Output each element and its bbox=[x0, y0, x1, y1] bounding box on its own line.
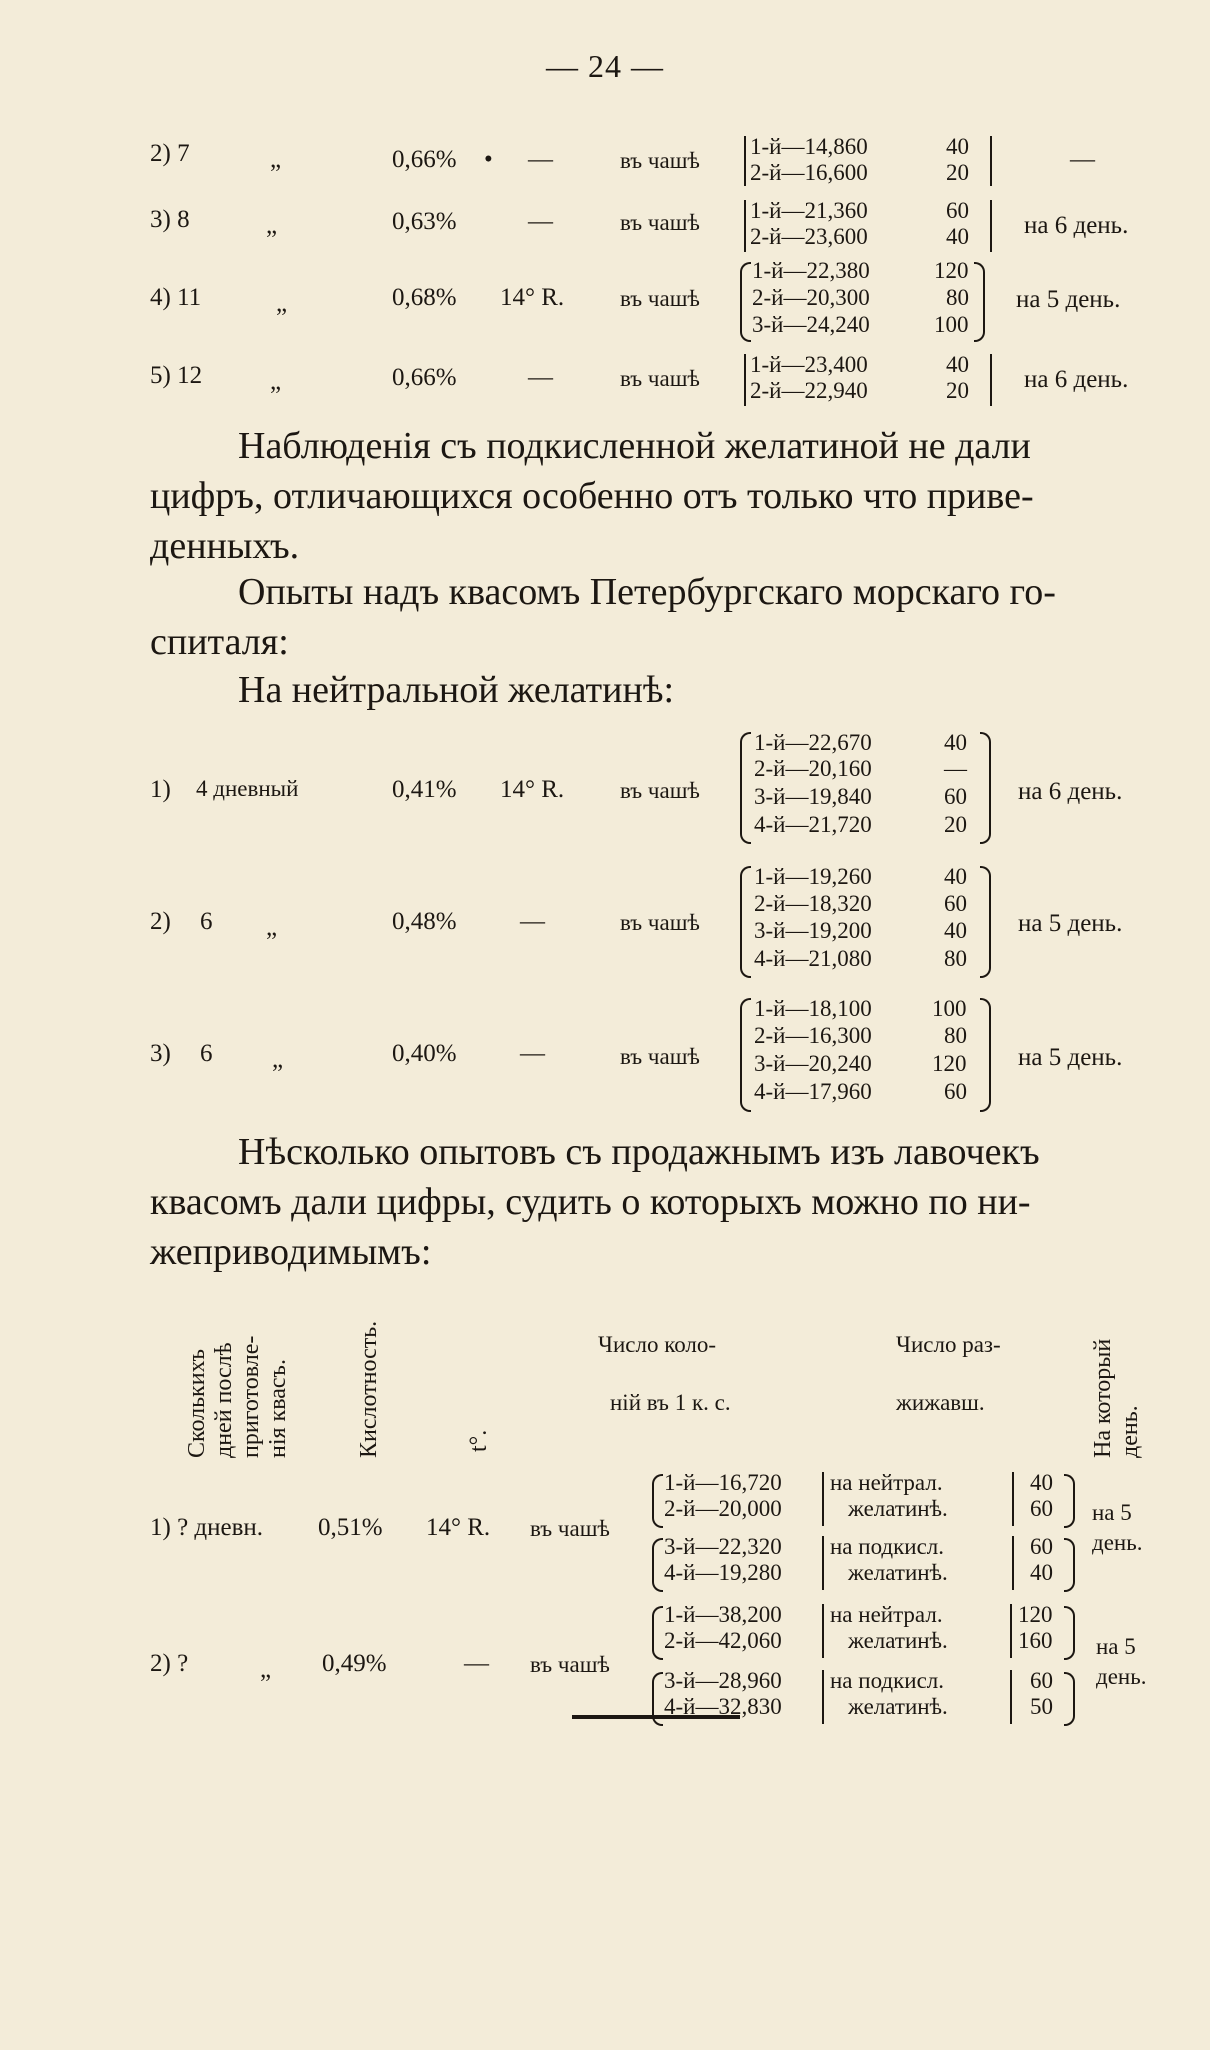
column-header-colonies: ній въ 1 к. с. bbox=[610, 1390, 731, 1415]
result-day: на 5 bbox=[1096, 1634, 1136, 1659]
liquefied-count: 40 bbox=[944, 864, 967, 889]
row-number: 2) ? bbox=[150, 1650, 189, 1677]
cup-label: въ чашѣ bbox=[530, 1652, 610, 1677]
liquefied-count: 40 bbox=[1030, 1470, 1053, 1495]
acidity: 0,49% bbox=[322, 1650, 387, 1677]
temperature: — bbox=[528, 146, 553, 173]
acidity: 0,66% bbox=[392, 146, 457, 173]
liquefied-count: 100 bbox=[934, 312, 969, 337]
ditto-mark: „ bbox=[276, 290, 288, 317]
acidity: 0,63% bbox=[392, 208, 457, 235]
liquefied-count: 120 bbox=[932, 1051, 967, 1076]
paragraph-line: спиталя: bbox=[150, 621, 289, 663]
page-number: — 24 — bbox=[546, 48, 664, 84]
acidity: 0,40% bbox=[392, 1040, 457, 1067]
row-number: 4) 11 bbox=[150, 284, 202, 311]
colony-count: 2-й—20,000 bbox=[664, 1496, 782, 1521]
column-header-liquefied: Число раз- bbox=[896, 1332, 1001, 1357]
cup-label: въ чашѣ bbox=[620, 210, 700, 235]
result-day: на 6 день. bbox=[1024, 212, 1129, 239]
liquefied-count: 40 bbox=[944, 918, 967, 943]
colony-count: 1-й—19,260 bbox=[754, 864, 872, 889]
paragraph-line: денныхъ. bbox=[150, 525, 300, 567]
colony-count: 3-й—24,240 bbox=[752, 312, 870, 337]
liquefied-count: 40 bbox=[1030, 1560, 1053, 1585]
ditto-mark: „ bbox=[272, 1046, 284, 1073]
colony-count: 2-й—16,300 bbox=[754, 1023, 872, 1048]
colony-count: 3-й—28,960 bbox=[664, 1668, 782, 1693]
paragraph-line: цифръ, отличающихся особенно отъ только что приве- bbox=[150, 475, 1034, 517]
colony-count: 2-й—16,600 bbox=[750, 160, 868, 185]
colony-count: 1-й—18,100 bbox=[754, 996, 872, 1021]
column-header-acidity: Кислотность. bbox=[356, 1320, 382, 1458]
gelatin-type: на подкисл. bbox=[830, 1534, 945, 1559]
liquefied-count: 40 bbox=[944, 730, 967, 755]
column-header-liquefied: жижавш. bbox=[896, 1390, 985, 1415]
liquefied-count: 60 bbox=[946, 198, 969, 223]
liquefied-count: 120 bbox=[934, 258, 969, 283]
liquefied-count: 60 bbox=[944, 1079, 967, 1104]
acidity: 0,48% bbox=[392, 908, 457, 935]
liquefied-count: 120 bbox=[1018, 1602, 1053, 1627]
ditto-mark: „ bbox=[260, 1656, 272, 1683]
colony-count: 3-й—20,240 bbox=[754, 1051, 872, 1076]
cup-label: въ чашѣ bbox=[620, 910, 700, 935]
ditto-mark: „ bbox=[270, 368, 282, 395]
result-day: на 6 день. bbox=[1024, 366, 1129, 393]
result-day: день. bbox=[1092, 1530, 1143, 1555]
paragraph-line: Наблюденія съ подкисленной желатиной не дали bbox=[238, 425, 1031, 467]
days: 6 bbox=[200, 1040, 213, 1067]
dot-mark: • bbox=[484, 146, 493, 173]
liquefied-count: 20 bbox=[944, 812, 967, 837]
liquefied-count: 60 bbox=[1030, 1668, 1053, 1693]
paragraph-line: Нѣсколько опытовъ съ продажнымъ изъ лавочекъ bbox=[238, 1131, 1040, 1173]
cup-label: въ чашѣ bbox=[620, 1044, 700, 1069]
result-day: на 5 день. bbox=[1018, 1044, 1123, 1071]
row-number: 1) bbox=[150, 776, 171, 803]
acidity: 0,41% bbox=[392, 776, 457, 803]
row-number: 5) 12 bbox=[150, 362, 203, 389]
temperature: — bbox=[520, 908, 545, 935]
colony-count: 2-й—23,600 bbox=[750, 224, 868, 249]
liquefied-count: 60 bbox=[944, 891, 967, 916]
row-number: 2) 7 bbox=[150, 140, 190, 167]
result-day: день. bbox=[1096, 1664, 1147, 1689]
gelatin-type: на подкисл. bbox=[830, 1668, 945, 1693]
liquefied-count: 20 bbox=[946, 378, 969, 403]
gelatin-type: желатинѣ. bbox=[848, 1628, 948, 1653]
result-day: на 5 bbox=[1092, 1500, 1132, 1525]
colony-count: 4-й—21,720 bbox=[754, 812, 872, 837]
colony-count: 1-й—38,200 bbox=[664, 1602, 782, 1627]
colony-count: 1-й—21,360 bbox=[750, 198, 868, 223]
colony-count: 3-й—19,840 bbox=[754, 784, 872, 809]
end-rule bbox=[572, 1715, 740, 1719]
paragraph-line: Опыты надъ квасомъ Петербургскаго морскаго го- bbox=[238, 571, 1056, 613]
temperature: 14° R. bbox=[500, 776, 565, 803]
liquefied-count: 80 bbox=[944, 1023, 967, 1048]
gelatin-type: желатинѣ. bbox=[848, 1496, 948, 1521]
colony-count: 2-й—22,940 bbox=[750, 378, 868, 403]
column-header-colonies: Число коло- bbox=[598, 1332, 717, 1357]
colony-count: 1-й—16,720 bbox=[664, 1470, 782, 1495]
liquefied-count: 80 bbox=[946, 285, 969, 310]
cup-label: въ чашѣ bbox=[620, 366, 700, 391]
colony-count: 3-й—19,200 bbox=[754, 918, 872, 943]
colony-count: 2-й—20,160 bbox=[754, 756, 872, 781]
result-day: на 5 день. bbox=[1016, 286, 1121, 313]
colony-count: 4-й—21,080 bbox=[754, 946, 872, 971]
gelatin-type: на нейтрал. bbox=[830, 1470, 943, 1495]
acidity: 0,66% bbox=[392, 364, 457, 391]
liquefied-count: 100 bbox=[932, 996, 967, 1021]
gelatin-type: желатинѣ. bbox=[848, 1560, 948, 1585]
colony-count: 3-й—22,320 bbox=[664, 1534, 782, 1559]
result-day: на 6 день. bbox=[1018, 778, 1123, 805]
temperature: — bbox=[528, 364, 553, 391]
temperature: 14° R. bbox=[500, 284, 565, 311]
result-day: на 5 день. bbox=[1018, 910, 1123, 937]
result-day: — bbox=[1070, 146, 1095, 173]
liquefied-count: 60 bbox=[1030, 1534, 1053, 1559]
liquefied-count: 40 bbox=[946, 134, 969, 159]
colony-count: 1-й—22,380 bbox=[752, 258, 870, 283]
liquefied-count: 80 bbox=[944, 946, 967, 971]
liquefied-count: 160 bbox=[1018, 1628, 1053, 1653]
column-header-temperature: t°. bbox=[466, 1429, 492, 1452]
row-number: 2) bbox=[150, 908, 171, 935]
section-heading: На нейтральной желатинѣ: bbox=[238, 669, 675, 711]
gelatin-type: на нейтрал. bbox=[830, 1602, 943, 1627]
paragraph-line: квасомъ дали цифры, судить о которыхъ можно по ни- bbox=[150, 1181, 1031, 1223]
cup-label: въ чашѣ bbox=[620, 286, 700, 311]
liquefied-count: 50 bbox=[1030, 1694, 1053, 1719]
temperature: — bbox=[520, 1040, 545, 1067]
column-header-days: Сколькихъ дней послѣ приготовле- нія квасъ. bbox=[184, 1335, 291, 1458]
liquefied-count: 20 bbox=[946, 160, 969, 185]
paragraph-line: жеприводимымъ: bbox=[150, 1231, 432, 1273]
temperature: 14° R. bbox=[426, 1514, 491, 1541]
colony-count: 2-й—18,320 bbox=[754, 891, 872, 916]
row-number: 3) bbox=[150, 1040, 171, 1067]
liquefied-count: 40 bbox=[946, 352, 969, 377]
colony-count: 1-й—23,400 bbox=[750, 352, 868, 377]
colony-count: 4-й—32,830 bbox=[664, 1694, 782, 1719]
liquefied-count: 60 bbox=[1030, 1496, 1053, 1521]
liquefied-count: 40 bbox=[946, 224, 969, 249]
colony-count: 1-й—22,670 bbox=[754, 730, 872, 755]
colony-count: 1-й—14,860 bbox=[750, 134, 868, 159]
temperature: — bbox=[528, 208, 553, 235]
liquefied-count: — bbox=[944, 756, 967, 781]
ditto-mark: „ bbox=[266, 212, 278, 239]
cup-label: въ чашѣ bbox=[620, 778, 700, 803]
days: 6 bbox=[200, 908, 213, 935]
acidity: 0,68% bbox=[392, 284, 457, 311]
colony-count: 4-й—19,280 bbox=[664, 1560, 782, 1585]
colony-count: 2-й—42,060 bbox=[664, 1628, 782, 1653]
liquefied-count: 60 bbox=[944, 784, 967, 809]
colony-count: 2-й—20,300 bbox=[752, 285, 870, 310]
row-number: 1) ? дневн. bbox=[150, 1514, 264, 1541]
gelatin-type: желатинѣ. bbox=[848, 1694, 948, 1719]
ditto-mark: „ bbox=[266, 914, 278, 941]
temperature: — bbox=[464, 1650, 489, 1677]
column-header-day: На который день. bbox=[1090, 1338, 1143, 1458]
acidity: 0,51% bbox=[318, 1514, 383, 1541]
row-number: 3) 8 bbox=[150, 206, 190, 233]
cup-label: въ чашѣ bbox=[530, 1516, 610, 1541]
cup-label: въ чашѣ bbox=[620, 148, 700, 173]
days: 4 дневный bbox=[196, 776, 299, 801]
ditto-mark: „ bbox=[270, 146, 282, 173]
colony-count: 4-й—17,960 bbox=[754, 1079, 872, 1104]
